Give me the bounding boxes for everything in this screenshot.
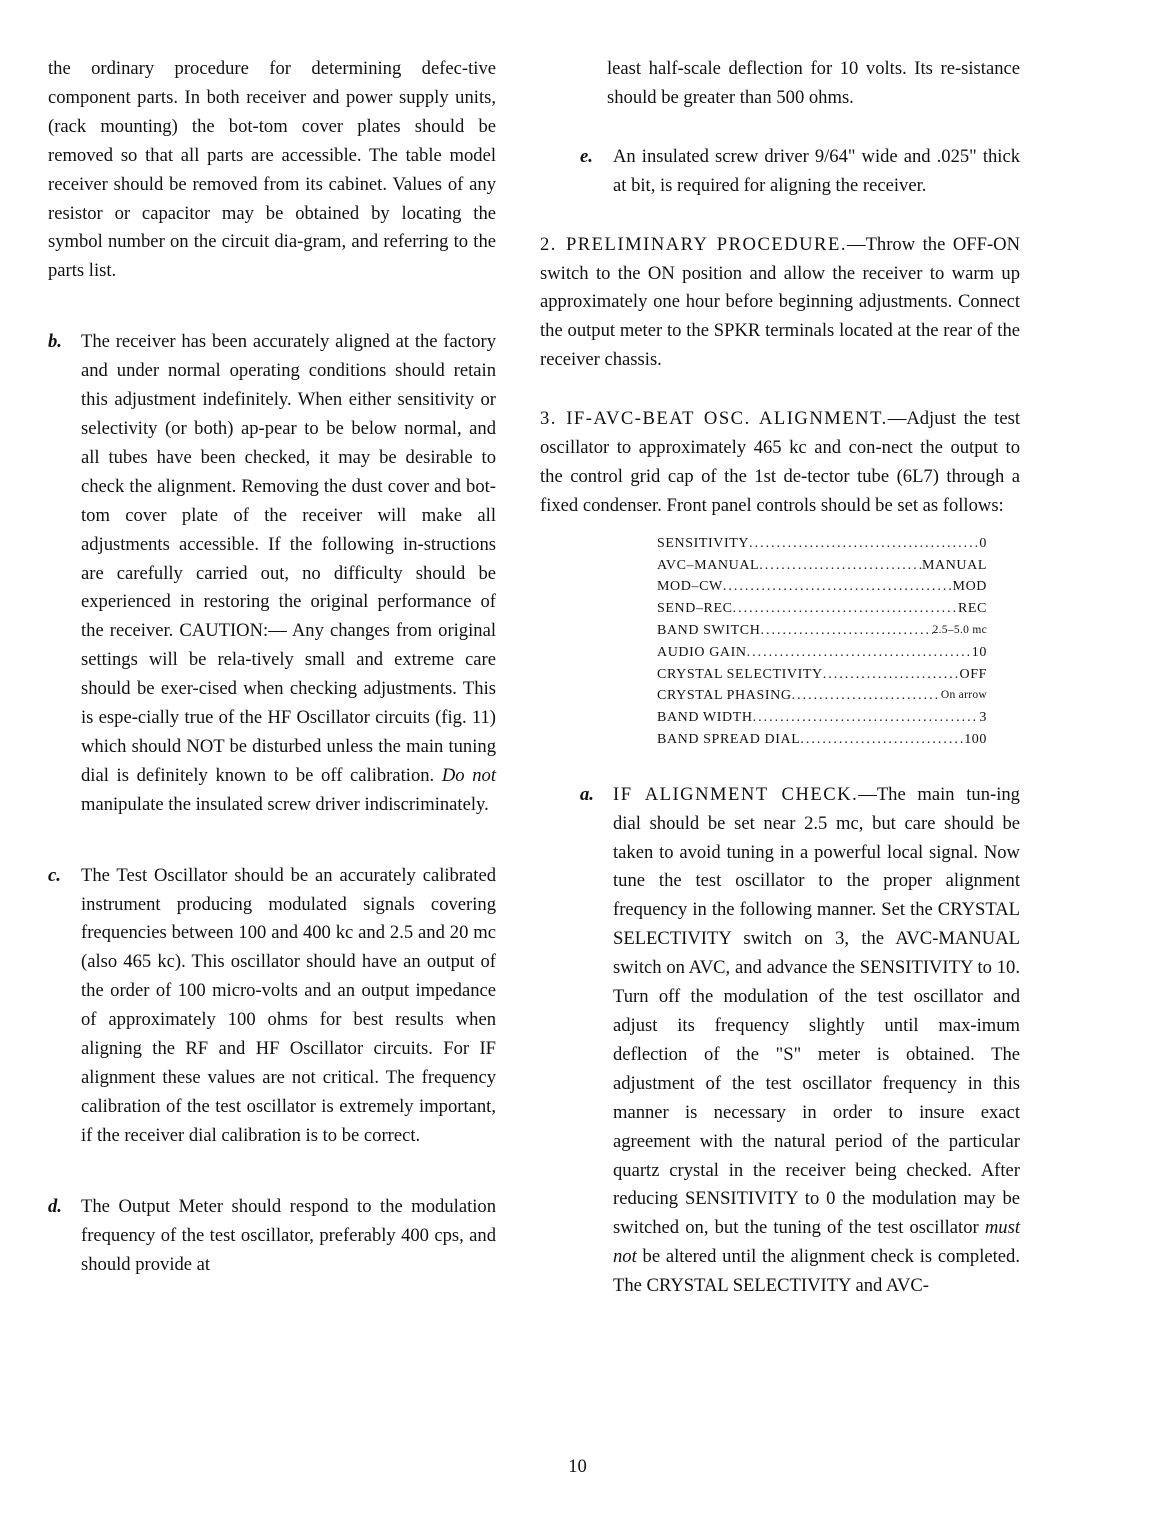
- leader-dots: [747, 642, 972, 664]
- section-2-text: —Throw the OFF-ON switch to the ON position and allow the receiver to warm up approximately one hour before beginning adjustments. Connect the output meter to the SPKR terminals located at the rear of the receiver chassis.: [540, 233, 1020, 371]
- leader-dots: [733, 598, 958, 620]
- continuation-paragraph: least half-scale deflection for 10 volts. Its re-sistance should be greater than 500 ohms.: [607, 58, 1020, 108]
- item-b-text-end: manipulate the insulated screw driver indiscriminately.: [81, 793, 489, 815]
- item-a-text-end: be altered until the alignment check is completed. The CRYSTAL SELECTIVITY and AVC-: [613, 1246, 1020, 1297]
- leader-dots: [800, 729, 964, 751]
- setting-row: [657, 685, 987, 707]
- item-a-text: —The main tun-ing dial should be set near 2.5 mc, but care should be taken to avoid tuning in a powerful local signal. Now tune the test oscillator to the proper alignment frequency in the following manner. Set the CRYSTAL SELECTIVITY switch on 3, the AVC-MANUAL switch on AVC, and advance the SENSITIVITY to 10. Turn off the modulation of the test oscillator and adjust its frequency slightly until max-imum deflection of the "S" meter is obtained. The adjustment of the test oscillator frequency in this manner is necessary in order to insure exact agreement with the natural period of the particular quartz crystal in the receiver being checked. After reducing SENSITIVITY to 0 the modulation may be switched on, but the tuning of the test oscillator: [613, 783, 1020, 1239]
- section-3: [540, 405, 1020, 521]
- setting-name: MOD–CW: [657, 579, 723, 595]
- right-column: [540, 55, 1020, 1301]
- section-3-heading: 3. IF-AVC-BEAT OSC. ALIGNMENT.: [540, 408, 888, 430]
- item-d: [48, 1193, 496, 1280]
- setting-value: 0: [979, 535, 987, 551]
- item-d-text: The Output Meter should respond to the modulation frequency of the test oscillator, preferably 400 cps, and should provide at: [81, 1195, 496, 1275]
- item-c-marker: c.: [48, 864, 61, 886]
- setting-name: CRYSTAL SELECTIVITY: [657, 666, 823, 682]
- section-2-heading: 2. PRELIMINARY PROCEDURE.: [540, 233, 847, 255]
- item-c: [48, 862, 496, 1151]
- leader-dots: [760, 620, 932, 642]
- control-settings-list: [657, 533, 987, 751]
- leader-dots: [792, 685, 941, 707]
- item-a-emphasis: must not: [613, 1217, 1020, 1268]
- item-a: [540, 781, 1020, 1301]
- item-b-emphasis: Do not: [441, 764, 496, 786]
- leader-dots: [759, 555, 922, 577]
- item-b-marker: b.: [48, 331, 62, 353]
- setting-name: BAND SPREAD DIAL: [657, 731, 801, 747]
- setting-value: 2.5–5.0 mc: [932, 623, 987, 636]
- item-c-text: The Test Oscillator should be an accurately calibrated instrument producing modulated signals covering frequencies between 100 and 400 kc and 2.5 and 20 mc (also 465 kc). This oscillator should have an output of the order of 100 micro-volts and an output impedance of approximately 100 ohms for best results when aligning the RF and HF Oscillator circuits. For IF alignment these values are not critical. The frequency calibration of the test oscillator is extremely important, if the receiver dial calibration is to be correct.: [81, 864, 496, 1146]
- setting-row: [657, 598, 987, 620]
- setting-name: AUDIO GAIN: [657, 644, 747, 660]
- section-2: [540, 231, 1020, 376]
- setting-value: OFF: [959, 666, 987, 682]
- setting-name: AVC–MANUAL: [657, 557, 760, 573]
- setting-name: BAND WIDTH: [657, 710, 753, 726]
- setting-row: [657, 620, 987, 642]
- item-a-marker: a.: [580, 783, 594, 805]
- page-number: 10: [568, 1456, 587, 1477]
- item-e-text: An insulated screw driver 9/64" wide and .025" thick at bit, is required for aligning the receiver.: [613, 145, 1020, 196]
- setting-row: [657, 664, 987, 686]
- item-e-marker: e.: [580, 145, 593, 167]
- left-column: [48, 55, 496, 1279]
- leader-dots: [723, 576, 953, 598]
- setting-row: [657, 729, 987, 751]
- setting-name: BAND SWITCH: [657, 622, 761, 638]
- leader-dots: [749, 533, 979, 555]
- setting-value: MANUAL: [921, 557, 987, 573]
- setting-row: [657, 533, 987, 555]
- item-b: [48, 328, 496, 819]
- setting-row: [657, 707, 987, 729]
- setting-name: CRYSTAL PHASING: [657, 688, 792, 704]
- setting-name: SENSITIVITY: [657, 535, 750, 551]
- leader-dots: [823, 664, 960, 686]
- setting-row: [657, 576, 987, 598]
- setting-value: REC: [957, 601, 987, 617]
- setting-value: On arrow: [940, 689, 987, 702]
- item-e: [540, 143, 1020, 201]
- setting-value: 10: [971, 644, 987, 660]
- setting-name: SEND–REC: [657, 601, 733, 617]
- intro-paragraph: the ordinary procedure for determining defec-tive component parts. In both receiver and power supply units, (rack mounting) the bot-tom cover plates should be removed so that all parts are accessible. The table model receiver should be removed from its cabinet. Values of any resistor or capacitor may be obtained by locating the symbol number on the circuit dia-gram, and referring to the parts list.: [48, 58, 496, 282]
- section-3-text: —Adjust the test oscillator to approximately 465 kc and con-nect the output to the control grid cap of the 1st de-tector tube (6L7) through a fixed condenser. Front panel controls should be set as follows:: [540, 408, 1020, 516]
- setting-value: 100: [964, 731, 987, 747]
- item-b-text: The receiver has been accurately aligned at the factory and under normal operating conditions should retain this adjustment indefinitely. When either sensitivity or selectivity (or both) ap-pear to be below normal, and all tubes have been checked, it may be desirable to check the alignment. Removing the dust cover and bot-tom cover plate of the receiver will make all adjustments accessible. If the following in-structions are carefully carried out, no difficulty should be experienced in restoring the original performance of the receiver. CAUTION:— Any changes from original settings will be rela-tively small and extreme care should be exer-cised when checking adjustments. This is espe-cially true of the HF Oscillator circuits (fig. 11) which should NOT be disturbed unless the main tuning dial is definitely known to be off calibration.: [81, 331, 496, 786]
- setting-value: 3: [979, 710, 987, 726]
- item-a-heading: IF ALIGNMENT CHECK.: [613, 783, 859, 805]
- setting-value: MOD: [952, 579, 987, 595]
- setting-row: [657, 555, 987, 577]
- setting-row: [657, 642, 987, 664]
- item-d-marker: d.: [48, 1195, 62, 1217]
- leader-dots: [753, 707, 980, 729]
